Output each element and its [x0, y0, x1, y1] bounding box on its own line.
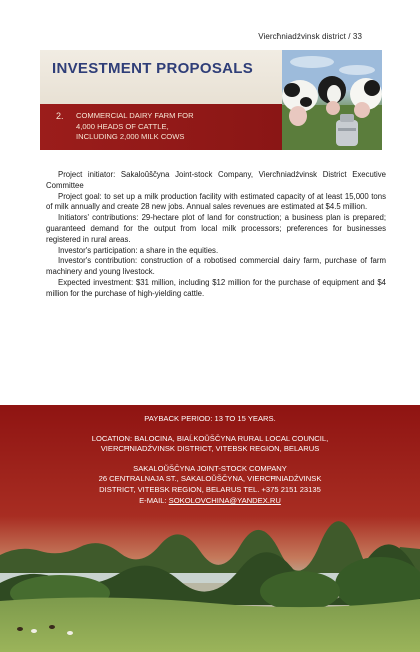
- page-header: Viercħniadźvinsk district / 33: [258, 32, 362, 41]
- proposal-title-line: INCLUDING 2,000 MILK COWS: [76, 132, 185, 142]
- proposal-body: [46, 170, 386, 300]
- location-line: VIERCĦNIADŹVINSK DISTRICT, VITEBSK REGION, BELARUS: [100, 444, 320, 454]
- proposal-banner: [40, 104, 282, 150]
- proposal-title: [76, 111, 194, 143]
- company-address-phone: DISTRICT, VITEBSK REGION, BELARUS TEL. +375 2151 23135: [99, 484, 321, 494]
- initiators-contributions-paragraph: Initiators' contributions: 29-hectare plot of land for construction; a business plan is prepared; guaranteed demand for the output from local milk processors; preferences for businesses registered in rural areas.: [46, 213, 386, 244]
- title-band: [40, 50, 282, 104]
- email-row: [40, 496, 380, 507]
- project-initiator-paragraph: Project initiator: Sakaloŭščyna Joint-stock Company, Viercħniadźvinsk District Executive Committee: [46, 170, 386, 190]
- email-link[interactable]: SOKOLOVCHINA@YANDEX.RU: [168, 495, 281, 505]
- payback-period: PAYBACK PERIOD: 13 TO 15 YEARS.: [144, 414, 276, 423]
- company-name: SAKALOŬŠČYNA JOINT-STOCK COMPANY: [133, 463, 287, 473]
- proposal-title-line: 4,000 HEADS OF CATTLE,: [76, 121, 169, 131]
- cows-photo: [282, 50, 382, 150]
- investor-contribution-paragraph: Investor's contribution: construction of a robotised commercial dairy farm, purchase of farm machinery and young livestock.: [46, 256, 386, 277]
- expected-investment-paragraph: Expected investment: $31 million, including $12 million for the purchase of equipment and $4 million for the purchase of high-yielding cattle.: [46, 277, 386, 298]
- contact-info: [40, 414, 380, 506]
- proposal-number: 2.: [56, 111, 64, 121]
- location-line: LOCATION: BALOCINA, BIAĹKOŬŠČYNA RURAL LOCAL COUNCIL,: [91, 433, 329, 443]
- investor-participation-paragraph: Investor's participation: a share in the equities.: [58, 245, 219, 255]
- proposal-title-line: COMMERCIAL DAIRY FARM FOR: [76, 111, 194, 120]
- email-label: E-MAIL:: [139, 495, 169, 505]
- company-address: 26 CENTRALNAJA ST., SAKALOŬŠČYNA, VIERCĦNIADŹVINSK: [98, 474, 322, 484]
- project-goal-paragraph: Project goal: to set up a milk production facility with estimated capacity of at least 15,000 tons of milk annually and create 28 new jobs. Annual sales revenues are estimated at $4.5 million.: [46, 191, 386, 212]
- section-title: INVESTMENT PROPOSALS: [52, 60, 254, 77]
